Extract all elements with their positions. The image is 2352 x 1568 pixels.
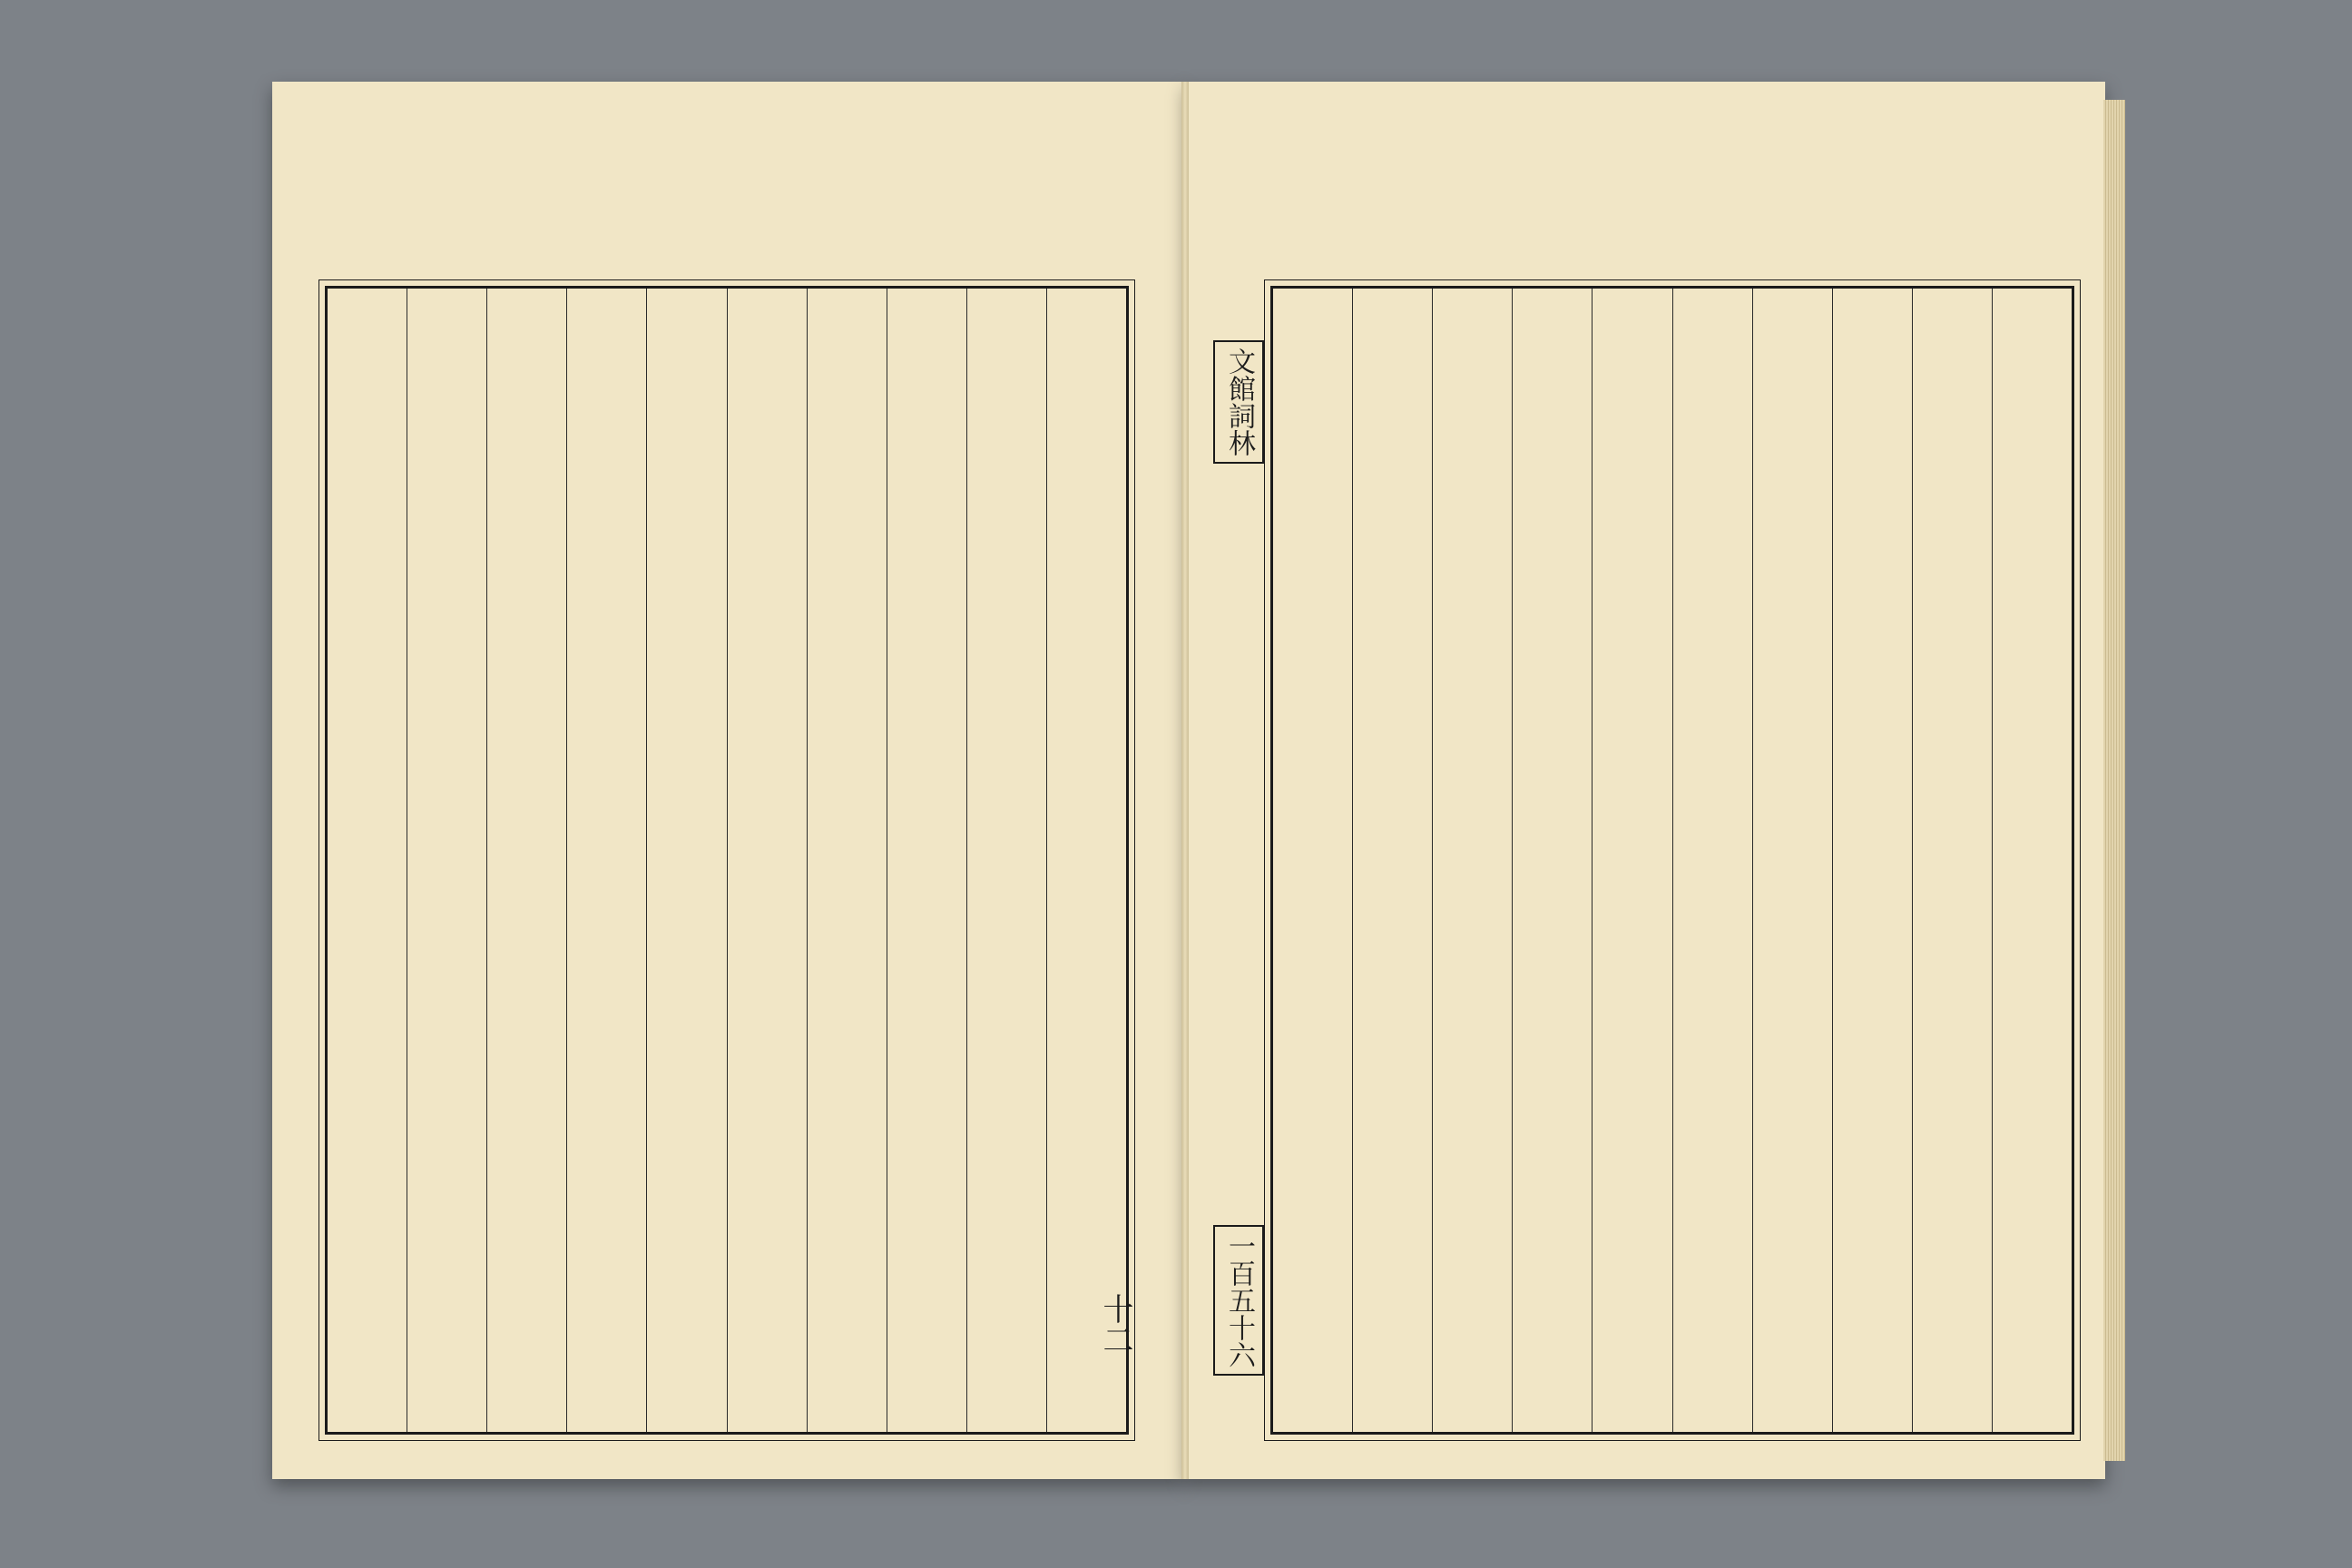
right-column-5 — [1672, 289, 1752, 1432]
left-column-3 — [887, 289, 966, 1432]
left-columns — [328, 289, 1126, 1432]
left-column-9 — [407, 289, 486, 1432]
left-column-5 — [727, 289, 807, 1432]
left-column-7 — [566, 289, 646, 1432]
left-column-8 — [486, 289, 566, 1432]
right-column-6 — [1592, 289, 1671, 1432]
right-column-3 — [1832, 289, 1912, 1432]
right-column-7 — [1512, 289, 1592, 1432]
right-column-9 — [1352, 289, 1432, 1432]
left-page — [272, 82, 1184, 1479]
book-fold — [1181, 82, 1189, 1479]
right-column-8 — [1432, 289, 1512, 1432]
open-book — [272, 82, 2105, 1479]
left-column-2 — [966, 289, 1046, 1432]
page-edges — [2103, 100, 2125, 1461]
right-column-10 — [1273, 289, 1352, 1432]
left-text-frame — [325, 286, 1129, 1435]
right-column-1 — [1992, 289, 2072, 1432]
right-text-frame — [1270, 286, 2074, 1435]
title-cartouche: 文館詞林 — [1213, 340, 1264, 464]
right-column-2 — [1912, 289, 1992, 1432]
left-column-1 — [1046, 289, 1126, 1432]
left-column-10 — [328, 289, 407, 1432]
right-column-4 — [1752, 289, 1832, 1432]
right-page — [1184, 82, 2105, 1479]
left-column-4 — [807, 289, 887, 1432]
right-columns — [1273, 289, 2072, 1432]
left-page-number: 十二 — [1097, 1293, 1133, 1355]
left-column-6 — [646, 289, 726, 1432]
page-number-cartouche: 一百五十六 — [1213, 1225, 1264, 1376]
